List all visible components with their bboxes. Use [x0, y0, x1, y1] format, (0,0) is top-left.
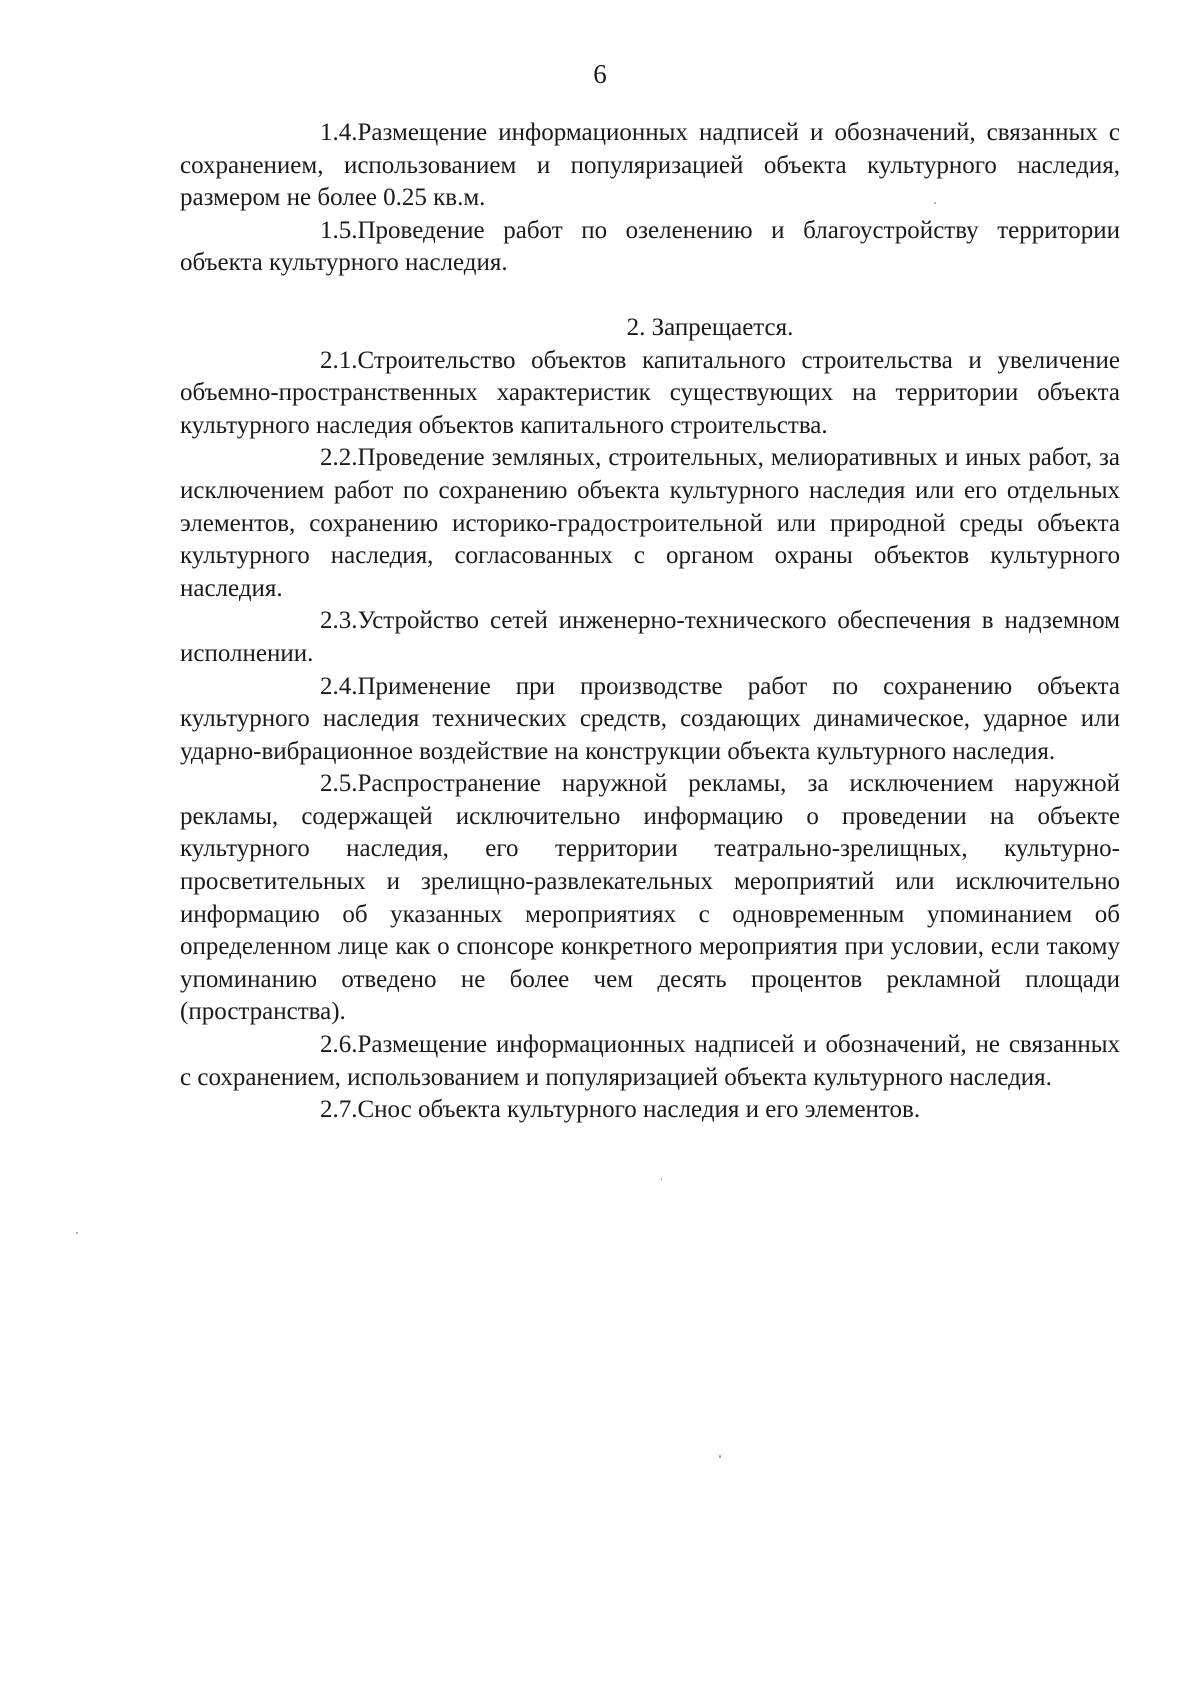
- clause-text: Применение при производстве работ по сохранению объекта культурного наследия технических средств, создающих динамическое, ударное или ударно-вибрационное воздействие на конструкции объекта культурного наследия.: [180, 672, 1120, 765]
- clause-number: 2.4.: [320, 672, 358, 700]
- document-body: [180, 117, 1120, 1127]
- clause-2-6: [180, 1029, 1120, 1094]
- clause-number: 2.5.: [320, 770, 358, 798]
- clause-text: Размещение информационных надписей и обозначений, не связанных с сохранением, использованием и популяризацией объекта культурного наследия.: [180, 1031, 1120, 1091]
- section-heading: 2. Запрещается.: [626, 313, 794, 341]
- clause-text: Устройство сетей инженерно-технического обеспечения в надземном исполнении.: [180, 607, 1120, 667]
- clause-2-2: [180, 442, 1120, 605]
- clause-text: Распространение наружной рекламы, за исключением наружной рекламы, содержащей исключительно информацию о проведении на объекте культурного наследия, его территории театрально-зрелищных, культурно-просветительных и зрелищно-развлекательных мероприятий или исключительно информацию об указанных мероприятиях с одновременным упоминанием об определенном лице как о спонсоре конкретного мероприятия при условии, если такому упоминанию отведено не более чем десять процентов рекламной площади (пространства).: [180, 770, 1120, 1026]
- page-number: 6: [593, 59, 607, 89]
- clause-number: 2.6.: [320, 1031, 358, 1059]
- clause-number: 2.3.: [320, 607, 358, 635]
- clause-2-5: [180, 768, 1120, 1029]
- clause-text: Снос объекта культурного наследия и его элементов.: [357, 1096, 921, 1124]
- scan-speck: [934, 202, 936, 204]
- clause-2-7: [180, 1094, 1120, 1127]
- clause-2-3: [180, 605, 1120, 670]
- clause-number: 2.2.: [320, 444, 358, 472]
- clause-text: Проведение работ по озеленению и благоустройству территории объекта культурного наследия.: [180, 216, 1120, 277]
- scan-speck: [661, 1178, 662, 1180]
- clause-2-4: [180, 671, 1120, 769]
- scan-speck: [76, 1232, 78, 1234]
- scan-speck: [719, 1455, 721, 1458]
- clause-text: Размещение информационных надписей и обозначений, связанных с сохранением, использованием и популяризацией объекта культурного наследия, размером не более 0.25 кв.м.: [180, 119, 1120, 212]
- clause-number: 1.5.: [320, 216, 358, 244]
- clause-text: Строительство объектов капитального строительства и увеличение объемно-пространственных характеристик существующих на территории объекта культурного наследия объектов капитального строительства.: [180, 346, 1120, 439]
- clause-number: 2.1.: [320, 346, 358, 374]
- clause-text: Проведение земляных, строительных, мелиоративных и иных работ, за исключением работ по сохранению объекта культурного наследия или его отдельных элементов, сохранению историко-градостроительной или природной среды объекта культурного наследия, согласованных с органом охраны объектов культурного наследия.: [180, 444, 1120, 602]
- clause-1-5: [180, 215, 1120, 280]
- clause-2-1: [180, 345, 1120, 443]
- clause-number: 2.7.: [320, 1096, 358, 1124]
- clause-1-4: [180, 117, 1120, 215]
- clause-number: 1.4.: [320, 119, 358, 146]
